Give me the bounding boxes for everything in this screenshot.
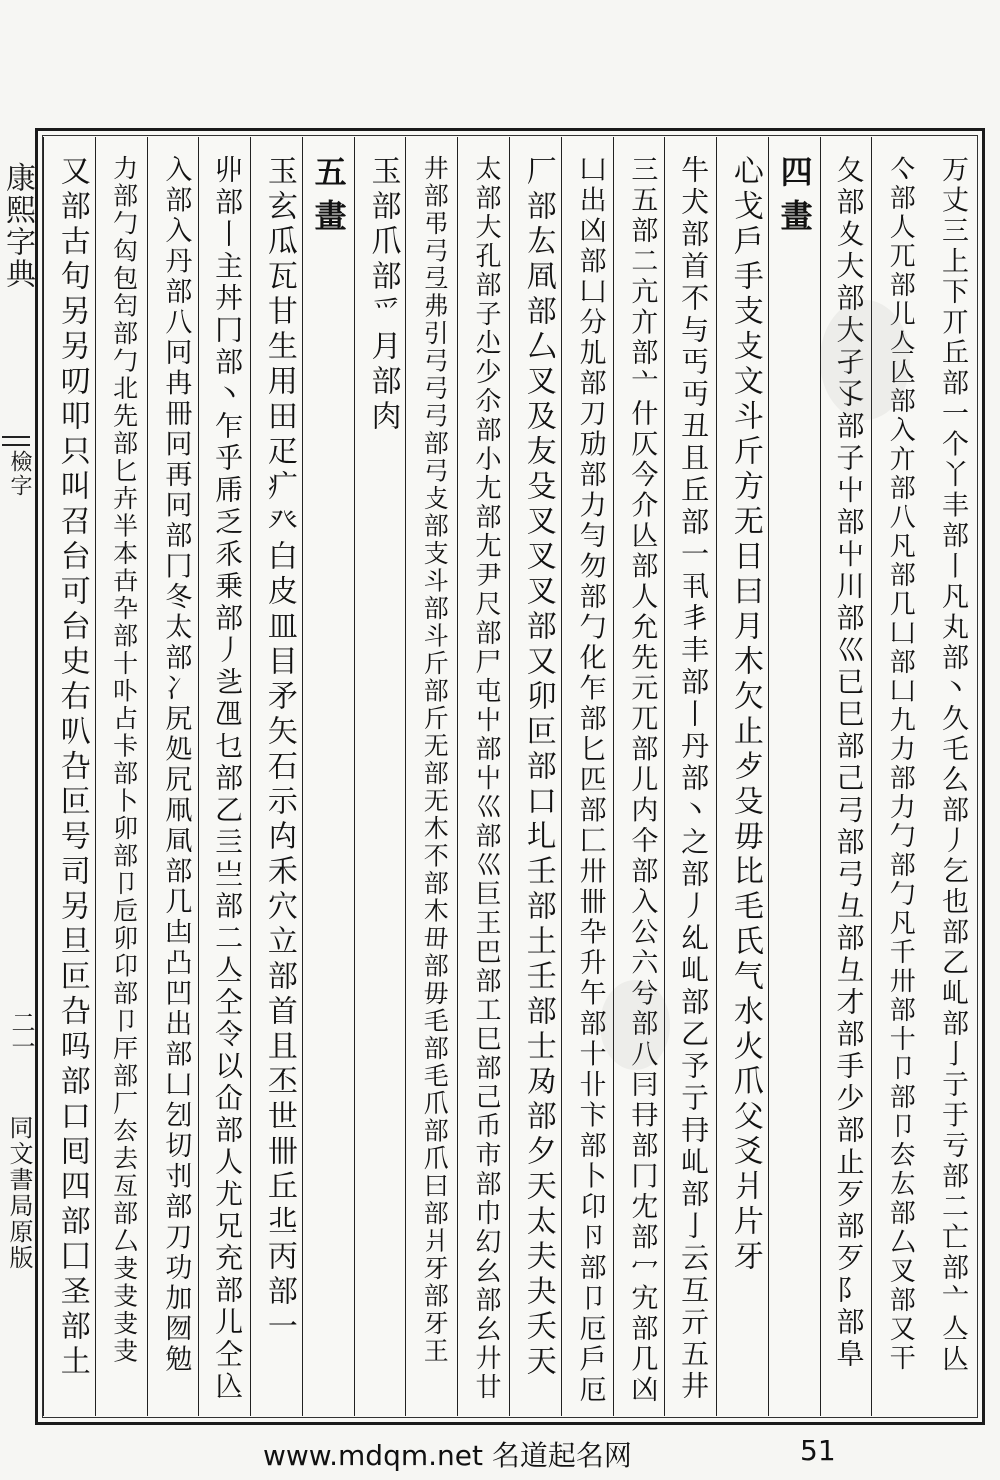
stroke-count-heading: 四畫 (775, 155, 814, 243)
column-text: 夂部夊大部大孑孓部子屮部屮川部巛已巳部己弓部弓彑部彑才部手少部止歹部歹阝部阜 (832, 155, 866, 1371)
margin-divider (2, 436, 30, 446)
column-text: 三五部二亢亣部亠什仄今介亾部人允先元兀部儿内仐部入公六兮部八冃冄部冂冘部冖宄部几凶 (626, 155, 658, 1406)
book-title: 康熙字典 (0, 162, 35, 290)
column-text: 力部勹匃包匄部勹北先部匕卉半本卋卆部十卟占卡部卜卯部卩卮卯卬部卩厈部厂厺去亙部厶叏叏叏叏 (109, 155, 139, 1365)
index-column (457, 137, 510, 1416)
index-column (354, 137, 407, 1416)
page-margin (0, 150, 34, 1480)
index-column (147, 137, 200, 1416)
index-column (664, 137, 717, 1416)
chinese-page-number: 二一 (7, 1010, 35, 1058)
column-text: 井部弔弓弖弗引弓弓弓部弓攴部支斗部斗斤部斤无部无木不部木毌部毋毛部毛爪部爪曰部爿牙部牙王 (420, 155, 450, 1365)
index-column (871, 137, 924, 1416)
column-text: 太部大孔部子尐少尒部小尢部尢尹尺部尸屯屮部屮巛部巛巨王巴部工巳部己币市部巾幻幺部幺廾廿 (471, 155, 501, 1402)
column-text: 厂部厷凮部厶叉及友殳叉叉叉部又卯叵部口圠壬部土壬部士夃部夕天太夫夬夭天 (520, 155, 556, 1380)
column-text: 丱部丨主丼冂部丶乍乎乕乏乑乗部丿乧乪乜部乙亖亗部二亼仝令以仚部人尤兄充部儿仝兦 (211, 155, 245, 1403)
column-text: 入部入丹部八冋冉冊冋再冋部冂冬太部冫尻処凥凧凬部几凷凸凹出部凵刉切刌部刀功加囫勉 (160, 155, 192, 1375)
stroke-count-heading: 五畫 (309, 155, 348, 243)
index-column (768, 137, 821, 1416)
index-column (613, 137, 666, 1416)
index-column (250, 137, 303, 1416)
column-text: 亽部人兀部儿亼亾部入亣部八凡部几凵部凵九力部力勹部勹凡千卅部十卩部卩厺厷部厶叉部又干 (885, 155, 916, 1373)
column-text: 玉部爪部爫月部肉 (365, 155, 401, 435)
index-column (716, 137, 769, 1416)
publisher-note: 同文書局原版 (5, 1115, 33, 1271)
index-column (302, 137, 355, 1416)
column-text: 牛犬部首不与丐丏丑且丘部一丮丯丰部丨丹部丶之部丿乣乢部乙予亍冄乢部亅云互亓五井 (677, 155, 711, 1403)
index-column (198, 137, 251, 1416)
page-number: 51 (800, 1434, 836, 1467)
footer (0, 1430, 1000, 1476)
index-column (561, 137, 614, 1416)
column-text: 万丈三上下丌丘部一个丫丰部丨凡丸部丶久乇么部丿乞也部乙乢部亅亍于亏部二亡部亠亼亾 (937, 155, 968, 1375)
column-text: 凵出凶部凵分劜部刀劢部力勻勿部勹化乍部匕匹部匚卅卌卆升午部十卝卞部卜卬卪部卩厄戶厄 (574, 155, 606, 1406)
index-column (820, 137, 873, 1416)
index-column (924, 137, 976, 1416)
section-title: 檢字 (7, 450, 32, 498)
column-text: 又部古句另另叨叩只叫召台可台史右叭叴叵号司另旦叵叴吗部口囘四部囗圣部土 (54, 155, 90, 1380)
index-column (405, 137, 458, 1416)
website-label[interactable]: www.mdqm.net 名道起名网 (263, 1439, 632, 1472)
index-column (43, 137, 96, 1416)
dictionary-index-table (35, 128, 985, 1425)
index-column (509, 137, 562, 1416)
column-text: 玉玄瓜瓦甘生用田疋疒癶白皮皿目矛矢石示禸禾穴立部首且丕世卌丘丠丙部一 (261, 155, 297, 1345)
column-text: 心戈戶手支攴文斗斤方无日曰月木欠止歺殳毋比毛氏气水火爪父爻爿片牙 (727, 155, 763, 1275)
index-column (95, 137, 148, 1416)
